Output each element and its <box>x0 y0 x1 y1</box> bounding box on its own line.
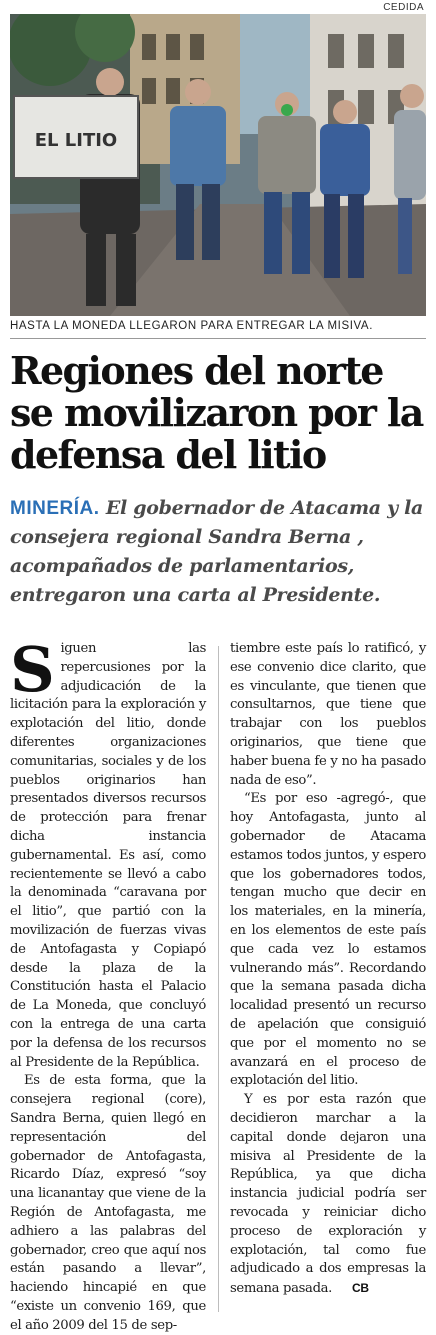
paragraph <box>230 1091 426 1299</box>
paragraph-text: iguen las repercusiones por la adjudicación de la licitación para la exploración y explotación del litio, donde diferentes organizaciones comunitarias, sociales y de los pueblos originarios han presentados diversos recursos de protección para frenar dicha instancia gubernamental. Es así, como recientemente se llevó a cabo la denominada “caravana por el litio”, que partió con la movilización de fuerzas vivas de Antofagasta y Copiapó desde la plaza de la Constitución hasta el Palacio de La Moneda, que concluyó con la entrega de una carta por la defensa de los recursos al Presidente de la República. <box>10 641 206 1070</box>
lede-text: El gobernador de Atacama y la consejera regional Sandra Berna , acompañados de parlamentarios, entregaron una carta al Presidente. <box>10 497 424 606</box>
article-lede <box>10 494 426 610</box>
paragraph <box>10 633 206 1072</box>
article-photo <box>10 14 426 316</box>
caption-divider <box>10 338 426 339</box>
article-headline: Regiones del norte se movilizaron por la defensa del litio <box>10 348 423 477</box>
photo-caption: HASTA LA MONEDA LLEGARON PARA ENTREGAR LA MISIVA. <box>10 320 374 332</box>
paragraph: tiembre este país lo ratificó, y ese convenio dice clarito, que es vinculante, que tienen que consultarnos, que tiene que trabajar con los pueblos originarios, que tiene que haber buena fe y no ha pasado nada de eso”. <box>230 641 426 788</box>
protest-sign-text: EL LITIO <box>34 130 118 151</box>
column-divider <box>218 646 219 1312</box>
end-mark: CB <box>352 1281 369 1296</box>
body-column-left <box>10 633 206 1335</box>
paragraph: “Es por eso -agregó-, que hoy Antofagasta, junto al gobernador de Atacama estamos todos juntos, y espero que los gobernadores todos, tengan mucho que decir en los materiales, en la minería, en los elementos de este país que cada vez lo estamos vulnerando más”. Recordando que la semana pasada dicha localidad presentó un recurso de apelación que consiguió que por el momento no se avanzará en el proceso de explotación del litio. <box>230 791 426 1089</box>
paragraph: Es de esta forma, que la consejera regional (core), Sandra Berna, quien llegó en representación del gobernador de Antofagasta, Ricardo Díaz, expresó “soy una licanantay que viene de la Región de Antofagasta, me adhiero a las palabras del gobernador, creo que aquí nos están pasando a llevar”, haciendo hincapié en que “existe un convenio 169, que el año 2009 del 15 de sep- <box>10 1073 206 1333</box>
photo-credit: CEDIDA <box>383 2 424 13</box>
section-kicker: MINERÍA. <box>10 498 100 519</box>
drop-cap: S <box>10 633 55 706</box>
body-column-right <box>230 640 426 1299</box>
paragraph-text: Y es por esta razón que decidieron marchar a la capital donde dejaron una misiva al Presidente de la República, ya que dicha instancia judicial podría ser revocada y reiniciar dicho proceso de exploración y explotación, tal como fue adjudicado a dos empresas la semana pasada. <box>230 1092 426 1297</box>
